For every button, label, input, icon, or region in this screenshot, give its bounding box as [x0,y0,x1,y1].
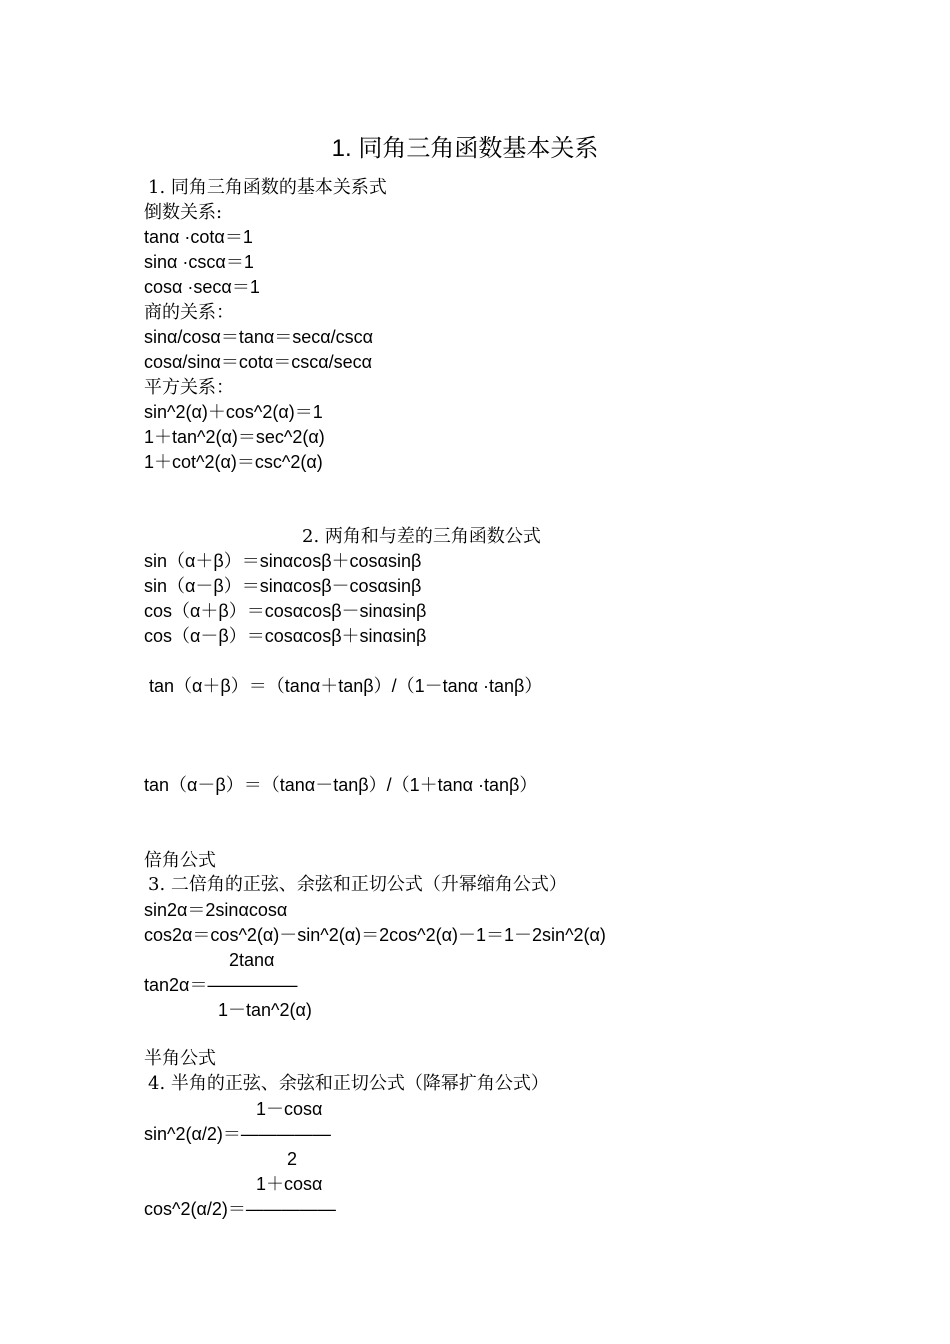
tan-sum-formula: tan（α＋β）＝（tanα＋tanβ）/（1－tanα ·tanβ） [149,676,543,696]
formula-line: sin2α＝2sinαcosα [144,900,288,920]
fraction-numerator: 1－cosα [256,1099,323,1119]
fraction-lhs: cos^2(α/2)＝————— [144,1199,336,1219]
section4-heading: 4. 半角的正弦、余弦和正切公式（降幂扩角公式） [148,1073,549,1094]
fraction-lhs: sin^2(α/2)＝————— [144,1124,331,1144]
fraction-denominator: 1－tan^2(α) [218,1000,312,1020]
fraction-lhs: tan2α＝————— [144,975,298,995]
formula-line: sinα ·cscα＝1 [144,252,254,272]
section1-heading: 1. 同角三角函数的基本关系式 [148,177,387,198]
section2-heading: 2. 两角和与差的三角函数公式 [302,526,541,547]
tan-diff-formula: tan（α－β）＝（tanα－tanβ）/（1＋tanα ·tanβ） [144,775,538,795]
fraction-numerator: 1＋cosα [256,1174,323,1194]
formula-line: cosα ·secα＝1 [144,277,260,297]
formula-line: 1＋tan^2(α)＝sec^2(α) [144,427,325,447]
formula-line: sin（α－β）＝sinαcosβ－cosαsinβ [144,576,422,596]
reciprocal-label: 倒数关系: [144,202,223,223]
formula-line: tanα ·cotα＝1 [144,227,253,247]
formula-line: cosα/sinα＝cotα＝cscα/secα [144,352,373,372]
double-angle-label: 倍角公式 [144,850,216,871]
fraction-numerator: 2tanα [229,950,275,970]
formula-line: sin^2(α)＋cos^2(α)＝1 [144,402,323,422]
formula-line: cos2α＝cos^2(α)－sin^2(α)＝2cos^2(α)－1＝1－2sin^2(α) [144,925,606,945]
formula-line: 1＋cot^2(α)＝csc^2(α) [144,452,323,472]
formula-line: sin（α＋β）＝sinαcosβ＋cosαsinβ [144,551,422,571]
fraction-denominator: 2 [287,1149,298,1169]
half-angle-label: 半角公式 [144,1048,216,1069]
formula-line: sinα/cosα＝tanα＝secα/cscα [144,327,374,347]
page-title: 1. 同角三角函数基本关系 [331,135,599,162]
quotient-label: 商的关系： [144,302,234,323]
formula-line: cos（α＋β）＝cosαcosβ－sinαsinβ [144,601,427,621]
formula-line: cos（α－β）＝cosαcosβ＋sinαsinβ [144,626,427,646]
section3-heading: 3. 二倍角的正弦、余弦和正切公式（升幂缩角公式） [148,874,567,895]
square-label: 平方关系： [144,377,234,398]
